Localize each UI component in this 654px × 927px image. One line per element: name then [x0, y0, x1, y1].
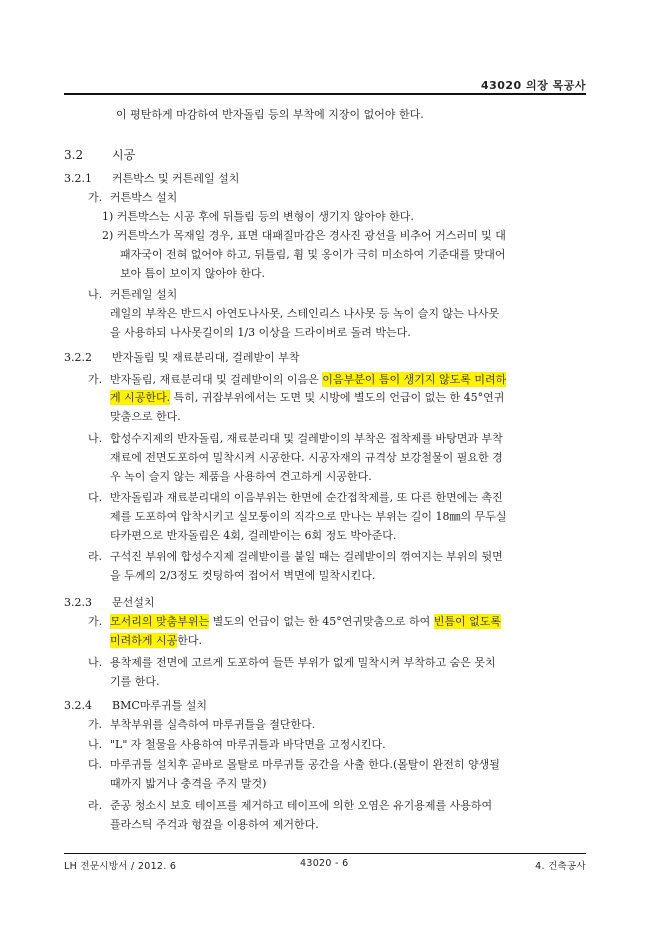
- paragraph-line: [110, 614, 501, 630]
- paragraph-line: 용착제를 전면에 고르게 도포하여 들뜬 부위가 없게 밀착시켜 부착하고 숨은 못치: [110, 656, 496, 669]
- text-run: 특히, 귀잡부위에서는 도면 및 시방에 별도의 언급이 없는 한 45°연귀: [170, 391, 505, 404]
- paragraph-line: 부착부위를 실측하여 마루귀틀을 절단한다.: [110, 718, 316, 731]
- highlighted-text: 빈틈이 없도록: [433, 615, 502, 628]
- list-item: 2) 커튼박스가 목재일 경우, 표면 대패질마감은 경사진 광선을 비추어 거스러미 및 대: [102, 229, 506, 242]
- footer-page-number: 43020 - 6: [300, 858, 349, 869]
- list-item: 1) 커튼박스는 시공 후에 뒤틀림 등의 변형이 생기지 않아야 한다.: [102, 210, 414, 223]
- item-marker: 다.: [88, 758, 103, 771]
- item-marker: 나.: [88, 288, 103, 301]
- paragraph-line: [110, 372, 506, 388]
- intro-line: 이 평탄하게 마감하여 반자돌림 등의 부착에 지장이 없어야 한다.: [116, 108, 424, 121]
- paragraph-line: 반자돌림과 재료분리대의 이음부위는 한면에 순간접착제를, 또 다른 한면에는 촉진: [110, 491, 503, 504]
- header-rule: [64, 93, 586, 95]
- header-title: 43020 의장 목공사: [480, 79, 586, 92]
- item-title: 커튼박스 설치: [110, 191, 178, 204]
- list-item-cont: 패자국이 전혀 없어야 하고, 뒤틀림, 휨 및 옹이가 극히 미소하여 기준대를 맞대어: [120, 248, 506, 261]
- paragraph-line: 우 녹이 슬지 않는 제품을 사용하여 견고하게 시공한다.: [110, 470, 372, 483]
- paragraph-line: 을 두께의 2/3정도 컷팅하여 접어서 벽면에 밀착시킨다.: [110, 569, 376, 582]
- footer-right: 4. 건축공사: [535, 861, 586, 872]
- paragraph-line: 재료에 전면도포하여 밀착시켜 시공한다. 시공자재의 규격상 보강철물이 필요한 경: [110, 451, 503, 464]
- paragraph-line: [110, 633, 202, 649]
- subsection-number: 3.2.4: [64, 699, 92, 712]
- list-item-cont: 보아 틈이 보이지 않아야 한다.: [120, 267, 265, 280]
- highlighted-text: 모서리의 맞춤부위는: [110, 615, 210, 628]
- footer-left: LH 전문시방서 / 2012. 6: [64, 861, 177, 872]
- item-marker: 다.: [88, 491, 103, 504]
- paragraph-line: 을 사용하되 나사못길이의 1/3 이상을 드라이버로 돌려 박는다.: [110, 326, 411, 339]
- paragraph-line: 마루귀틀 설치후 곧바로 몰탈로 마루귀틀 공간을 사출 한다.(몰탈이 완전히 양생될: [110, 758, 500, 771]
- section-number: 3.2: [64, 148, 84, 162]
- highlighted-text: 게 시공한다.: [110, 391, 171, 404]
- paragraph-line: 준공 청소시 보호 테이프를 제거하고 테이프에 의한 오염은 유기용제를 사용하여: [110, 799, 493, 812]
- subsection-title: 문선설치: [112, 596, 155, 609]
- paragraph-line: "L" 자 철물을 사용하여 마루귀틀과 바닥면을 고정시킨다.: [110, 738, 386, 751]
- text-run: 반자돌림, 재료분리대 및 걸레받이의 이음은: [110, 373, 323, 386]
- subsection-number: 3.2.2: [64, 351, 92, 364]
- footer-rule: [64, 853, 586, 854]
- paragraph-line: 기를 한다.: [110, 675, 160, 688]
- subsection-number: 3.2.1: [64, 172, 92, 185]
- subsection-title: 반자돌림 및 재료분리대, 걸레받이 부착: [112, 351, 300, 364]
- paragraph-line: 합성수지제의 반자돌림, 재료분리대 및 걸레받이의 부착은 접착제를 바탕면과 부착: [110, 432, 503, 445]
- paragraph-line: 구석진 부위에 합성수지제 걸레받이를 붙일 때는 걸레받이의 꺾여지는 부위의 뒷면: [110, 550, 503, 563]
- text-run: 한다.: [177, 634, 203, 647]
- paragraph-line: 플라스틱 주걱과 헝겊을 이용하여 제거한다.: [110, 818, 319, 831]
- item-marker: 라.: [88, 550, 103, 563]
- item-marker: 가.: [88, 718, 103, 731]
- paragraph-line: 때까지 밟거나 충격을 주지 말것): [110, 777, 267, 790]
- paragraph-line: 맞춤으로 한다.: [110, 410, 181, 423]
- highlighted-text: 이음부분이 틈이 생기지 않도록 미려하: [322, 373, 507, 386]
- subsection-number: 3.2.3: [64, 596, 92, 609]
- paragraph-line: 타카편으로 반자돌림은 4회, 걸레받이는 6회 정도 박아준다.: [110, 529, 397, 542]
- item-marker: 나.: [88, 432, 103, 445]
- paragraph-line: [110, 390, 504, 406]
- item-marker: 가.: [88, 373, 103, 386]
- paragraph-line: 레일의 부착은 반드시 아연도나사못, 스테인리스 나사못 등 녹이 슬지 않는 나사못: [110, 307, 500, 320]
- item-marker: 라.: [88, 799, 103, 812]
- highlighted-text: 미려하게 시공: [110, 634, 178, 647]
- item-marker: 나.: [88, 738, 103, 751]
- section-title: 시공: [112, 148, 136, 162]
- item-marker: 가.: [88, 191, 103, 204]
- paragraph-line: 제를 도포하여 압착시키고 실모퉁이의 직각으로 만나는 부위는 길이 18㎜의 무두실: [110, 510, 507, 523]
- subsection-title: BMC마루귀틀 설치: [112, 699, 208, 712]
- item-title: 커튼레일 설치: [110, 288, 178, 301]
- item-marker: 가.: [88, 615, 103, 628]
- item-marker: 나.: [88, 656, 103, 669]
- text-run: 별도의 언급이 없는 한 45°연귀맞춤으로 하여: [209, 615, 434, 628]
- subsection-title: 커튼박스 및 커튼레일 설치: [112, 172, 240, 185]
